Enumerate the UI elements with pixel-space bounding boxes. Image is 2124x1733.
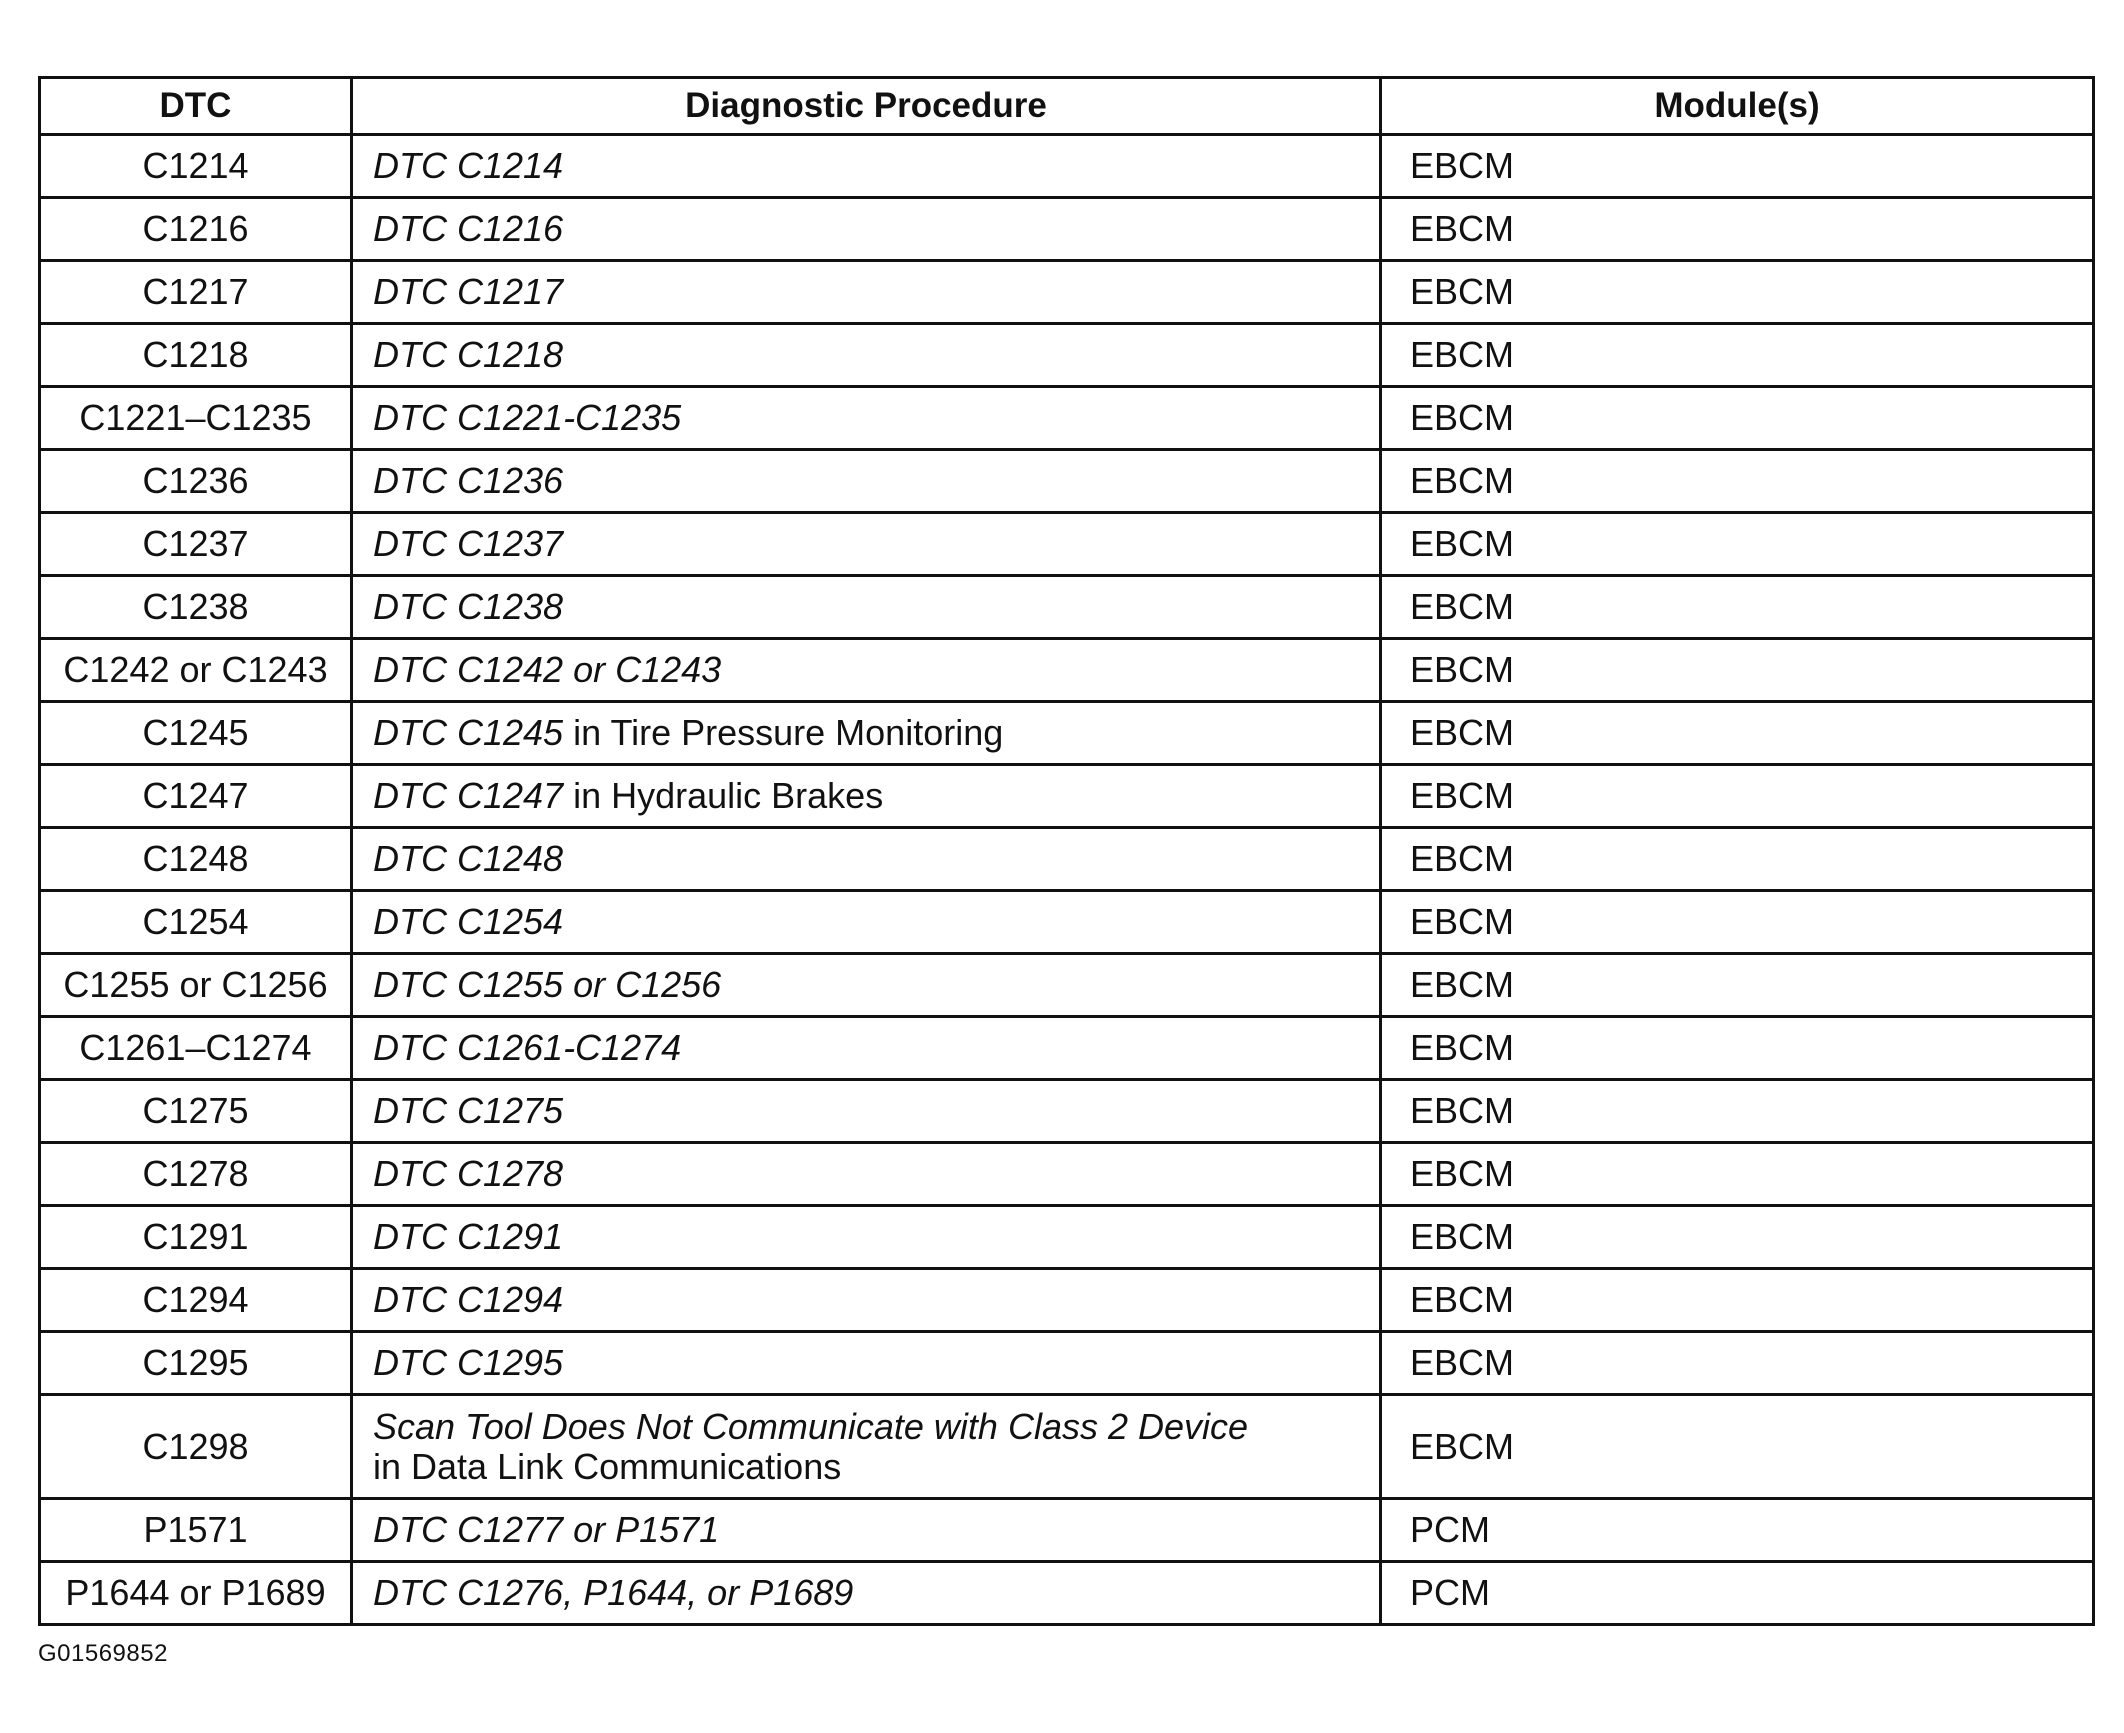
dtc-table — [38, 76, 2095, 1626]
table-row — [40, 1017, 2094, 1080]
dtc-code-cell: C1278 — [40, 1143, 352, 1206]
table-row — [40, 1499, 2094, 1562]
diagnostic-procedure-cell — [352, 261, 1381, 324]
header-row — [40, 78, 2094, 135]
diagnostic-procedure-cell — [352, 891, 1381, 954]
procedure-text: DTC C1218 — [373, 334, 564, 376]
diagnostic-procedure-cell — [352, 702, 1381, 765]
dtc-code-cell: C1261–C1274 — [40, 1017, 352, 1080]
dtc-code-cell: C1245 — [40, 702, 352, 765]
module-cell: EBCM — [1381, 639, 2094, 702]
module-cell: EBCM — [1381, 1017, 2094, 1080]
dtc-code-cell: P1644 or P1689 — [40, 1562, 352, 1625]
procedure-text: DTC C1236 — [373, 460, 564, 502]
table-row — [40, 954, 2094, 1017]
module-cell: EBCM — [1381, 1269, 2094, 1332]
diagnostic-procedure-cell — [352, 954, 1381, 1017]
modules-column-header: Module(s) — [1381, 78, 2094, 135]
dtc-code-cell: C1217 — [40, 261, 352, 324]
diagnostic-procedure-cell — [352, 828, 1381, 891]
table-row — [40, 765, 2094, 828]
dtc-code-cell: C1242 or C1243 — [40, 639, 352, 702]
procedure-text: DTC C1278 — [373, 1153, 564, 1195]
dtc-code-cell: C1238 — [40, 576, 352, 639]
diagnostic-procedure-cell — [352, 387, 1381, 450]
procedure-text: DTC C1238 — [373, 586, 564, 628]
table-row — [40, 1332, 2094, 1395]
diagnostic-procedure-cell — [352, 450, 1381, 513]
procedure-text: DTC C1275 — [373, 1090, 564, 1132]
procedure-text: DTC C1291 — [373, 1216, 564, 1258]
dtc-code-cell: C1248 — [40, 828, 352, 891]
procedure-text: in Hydraulic Brakes — [563, 775, 884, 817]
module-cell: EBCM — [1381, 324, 2094, 387]
procedure-text: DTC C1295 — [373, 1342, 564, 1384]
module-cell: EBCM — [1381, 261, 2094, 324]
module-cell: EBCM — [1381, 576, 2094, 639]
module-cell: EBCM — [1381, 1332, 2094, 1395]
procedure-text: Scan Tool Does Not Communicate with Class 2 Device — [373, 1405, 1249, 1447]
procedure-text: DTC C1217 — [373, 271, 564, 313]
diagnostic-procedure-cell — [352, 765, 1381, 828]
diagnostic-procedure-cell — [352, 513, 1381, 576]
module-cell: EBCM — [1381, 1206, 2094, 1269]
module-cell: EBCM — [1381, 1080, 2094, 1143]
table-row — [40, 639, 2094, 702]
diagnostic-procedure-cell — [352, 324, 1381, 387]
module-cell: EBCM — [1381, 1143, 2094, 1206]
module-cell: EBCM — [1381, 387, 2094, 450]
diagnostic-procedure-cell — [352, 1017, 1381, 1080]
module-cell: PCM — [1381, 1499, 2094, 1562]
table-row — [40, 450, 2094, 513]
dtc-code-cell: P1571 — [40, 1499, 352, 1562]
module-cell: EBCM — [1381, 828, 2094, 891]
diagnostic-procedure-cell — [352, 1332, 1381, 1395]
table-row — [40, 1395, 2094, 1499]
diagnostic-procedure-cell — [352, 1080, 1381, 1143]
procedure-text: in Data Link Communications — [373, 1445, 842, 1487]
dtc-code-cell: C1294 — [40, 1269, 352, 1332]
dtc-code-cell: C1236 — [40, 450, 352, 513]
procedure-text: DTC C1216 — [373, 208, 564, 250]
diagnostic-procedure-cell — [352, 1269, 1381, 1332]
table-row — [40, 1562, 2094, 1625]
table-row — [40, 1206, 2094, 1269]
dtc-code-cell: C1218 — [40, 324, 352, 387]
module-cell: EBCM — [1381, 198, 2094, 261]
table-row — [40, 513, 2094, 576]
table-row — [40, 1269, 2094, 1332]
module-cell: EBCM — [1381, 450, 2094, 513]
procedure-column-header: Diagnostic Procedure — [352, 78, 1381, 135]
procedure-text: DTC C1242 or C1243 — [373, 649, 722, 691]
module-cell: EBCM — [1381, 513, 2094, 576]
module-cell: EBCM — [1381, 1395, 2094, 1499]
diagnostic-procedure-cell — [352, 135, 1381, 198]
dtc-code-cell: C1255 or C1256 — [40, 954, 352, 1017]
table-row — [40, 1143, 2094, 1206]
module-cell: EBCM — [1381, 954, 2094, 1017]
table-row — [40, 198, 2094, 261]
procedure-text: DTC C1214 — [373, 145, 564, 187]
procedure-text: DTC C1245 — [373, 712, 564, 754]
dtc-code-cell: C1291 — [40, 1206, 352, 1269]
dtc-code-cell: C1237 — [40, 513, 352, 576]
dtc-code-cell: C1216 — [40, 198, 352, 261]
procedure-text: DTC C1247 — [373, 775, 564, 817]
table-row — [40, 828, 2094, 891]
procedure-text: DTC C1294 — [373, 1279, 564, 1321]
diagnostic-procedure-cell — [352, 576, 1381, 639]
procedure-text: DTC C1277 or P1571 — [373, 1509, 720, 1551]
table-row — [40, 261, 2094, 324]
procedure-text: DTC C1221-C1235 — [373, 397, 682, 439]
diagnostic-procedure-cell — [352, 1562, 1381, 1625]
procedure-text: DTC C1254 — [373, 901, 564, 943]
module-cell: EBCM — [1381, 702, 2094, 765]
dtc-code-cell: C1247 — [40, 765, 352, 828]
table-row — [40, 324, 2094, 387]
procedure-text: DTC C1276, P1644, or P1689 — [373, 1572, 854, 1614]
table-row — [40, 576, 2094, 639]
diagnostic-procedure-cell — [352, 1499, 1381, 1562]
figure-id: G01569852 — [38, 1640, 168, 1667]
table-row — [40, 702, 2094, 765]
diagnostic-procedure-cell — [352, 1206, 1381, 1269]
table-row — [40, 1080, 2094, 1143]
module-cell: EBCM — [1381, 135, 2094, 198]
table-row — [40, 891, 2094, 954]
procedure-text: DTC C1255 or C1256 — [373, 964, 722, 1006]
diagnostic-procedure-cell — [352, 639, 1381, 702]
dtc-code-cell: C1214 — [40, 135, 352, 198]
dtc-column-header: DTC — [40, 78, 352, 135]
procedure-text: in Tire Pressure Monitoring — [563, 712, 1004, 754]
diagnostic-procedure-cell — [352, 198, 1381, 261]
module-cell: EBCM — [1381, 891, 2094, 954]
procedure-text: DTC C1261-C1274 — [373, 1027, 682, 1069]
procedure-text: DTC C1237 — [373, 523, 564, 565]
dtc-code-cell: C1254 — [40, 891, 352, 954]
dtc-code-cell: C1221–C1235 — [40, 387, 352, 450]
diagnostic-procedure-cell — [352, 1395, 1381, 1499]
dtc-code-cell: C1298 — [40, 1395, 352, 1499]
dtc-code-cell: C1295 — [40, 1332, 352, 1395]
module-cell: PCM — [1381, 1562, 2094, 1625]
dtc-code-cell: C1275 — [40, 1080, 352, 1143]
table-row — [40, 135, 2094, 198]
table-body — [40, 135, 2094, 1625]
procedure-text: DTC C1248 — [373, 838, 564, 880]
table-row — [40, 387, 2094, 450]
module-cell: EBCM — [1381, 765, 2094, 828]
diagnostic-procedure-cell — [352, 1143, 1381, 1206]
